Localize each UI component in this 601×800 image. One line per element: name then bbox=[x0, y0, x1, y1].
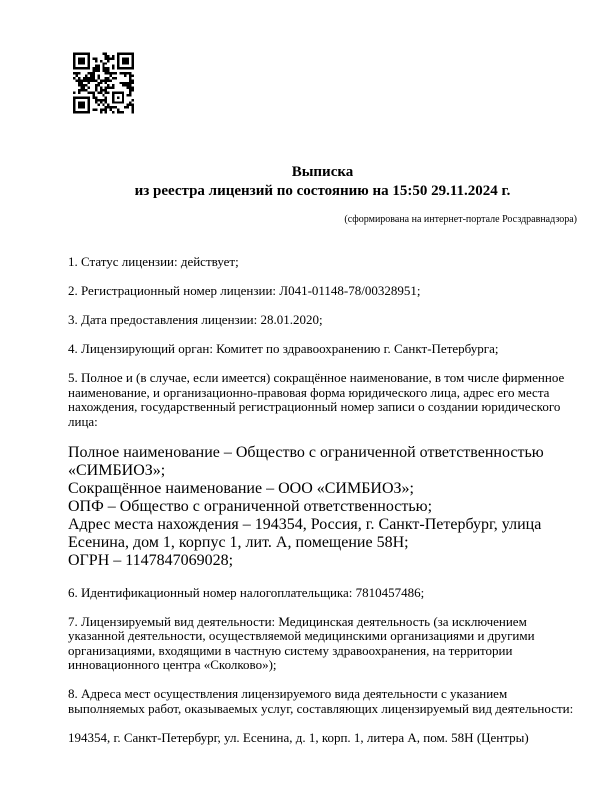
org-ogrn: ОГРН – 1147847069028; bbox=[68, 551, 234, 569]
org-full-name: Полное наименование – Общество с ограниченной ответственностью «СИМБИОЗ»; bbox=[68, 443, 544, 479]
license-status: 1. Статус лицензии: действует; bbox=[68, 254, 239, 269]
org-address: Адрес места нахождения – 194354, Россия, г. Санкт-Петербург, улица Есенина, дом 1, корпус 1, лит. А, помещение 58Н; bbox=[68, 515, 542, 551]
org-info-heading: 5. Полное и (в случае, если имеется) сокращённое наименование, в том числе фирменное наименование, и организационно-правовая форма юридического лица, адрес его места нахождения, государственный регистрационный номер записи о создании юридического лица: bbox=[68, 370, 565, 429]
org-short-name: Сокращённое наименование – ООО «СИМБИОЗ»; bbox=[68, 479, 414, 497]
document-subtitle: (сформирована на интернет-портале Росздравнадзора) bbox=[344, 214, 577, 225]
licensed-activity: 7. Лицензируемый вид деятельности: Медицинская деятельность (за исключением указанной деятельности, осуществляемой медицинскими организациями и другими организациями, входящими в частную систему здравоохранения, на территории инновационного центра «Сколково»); bbox=[68, 613, 535, 672]
title-line-2: из реестра лицензий по состоянию на 15:50 29.11.2024 г. bbox=[134, 182, 511, 199]
title-line-1: Выписка bbox=[291, 164, 354, 180]
taxpayer-inn: 6. Идентификационный номер налогоплательщика: 7810457486; bbox=[68, 584, 425, 600]
licensing-authority: 4. Лицензирующий орган: Комитет по здравоохранению г. Санкт-Петербурга; bbox=[68, 341, 499, 356]
license-grant-date: 3. Дата предоставления лицензии: 28.01.2020; bbox=[68, 312, 323, 327]
activity-addresses-heading: 8. Адреса мест осуществления лицензируемого вида деятельности с указанием выполняемых работ, оказываемых услуг, составляющих лицензируемый вид деятельности: bbox=[68, 686, 574, 716]
document-title bbox=[68, 163, 577, 200]
activity-address: 194354, г. Санкт-Петербург, ул. Есенина, д. 1, корп. 1, литера А, пом. 58Н (Центры) bbox=[68, 729, 529, 745]
org-legal-form: ОПФ – Общество с ограниченной ответственностью; bbox=[68, 497, 433, 515]
license-reg-number: 2. Регистрационный номер лицензии: Л041-01148-78/00328951; bbox=[68, 283, 421, 298]
